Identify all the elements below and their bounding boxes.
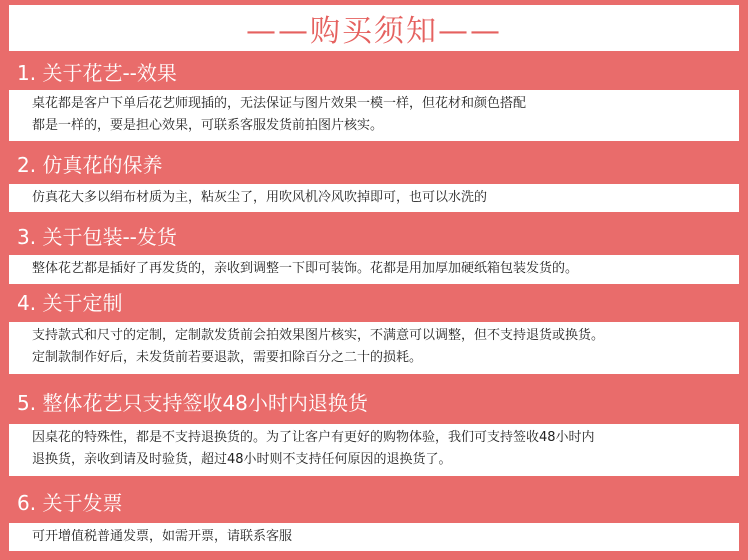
section-4-heading: 4. 关于定制	[17, 291, 123, 315]
section-1-line-1: 桌花都是客户下单后花艺师现插的，无法保证与图片效果一模一样，但花材和颜色搭配	[32, 96, 527, 111]
section-3-line-1: 整体花艺都是插好了再发货的，亲收到调整一下即可装饰。花都是用加厚加硬纸箱包装发货的。	[32, 261, 579, 276]
section-2-body	[9, 184, 739, 212]
section-4-body	[9, 322, 739, 374]
section-1-line-2: 都是一样的，要是担心效果，可联系客服发货前拍图片核实。	[32, 118, 384, 133]
section-2-line-1: 仿真花大多以绢布材质为主，粘灰尘了，用吹风机冷风吹掉即可，也可以水洗的	[32, 190, 488, 205]
page-title-text: ——购买须知——	[246, 14, 502, 49]
section-5-line-2: 退换货，亲收到请及时验货，超过48小时则不支持任何原因的退换货了。	[32, 452, 452, 467]
page-title	[9, 5, 739, 51]
section-3-body	[9, 255, 739, 284]
section-4-line-1: 支持款式和尺寸的定制，定制款发货前会拍效果图片核实，不满意可以调整，但不支持退货或换货。	[32, 328, 605, 343]
section-5-body	[9, 424, 739, 476]
section-6-heading: 6. 关于发票	[17, 491, 123, 515]
section-6-body	[9, 523, 739, 551]
section-5-line-1: 因桌花的特殊性，都是不支持退换货的。为了让客户有更好的购物体验，我们可支持签收48小时内	[32, 430, 595, 445]
section-5-heading: 5. 整体花艺只支持签收48小时内退换货	[17, 391, 368, 415]
section-2-heading: 2. 仿真花的保养	[17, 153, 163, 177]
section-3-heading: 3. 关于包装--发货	[17, 225, 177, 249]
section-4-line-2: 定制款制作好后，未发货前若要退款，需要扣除百分之二十的损耗。	[32, 350, 423, 365]
section-1-heading: 1. 关于花艺--效果	[17, 61, 177, 85]
section-6-line-1: 可开增值税普通发票，如需开票，请联系客服	[32, 529, 293, 544]
section-1-body	[9, 90, 739, 141]
